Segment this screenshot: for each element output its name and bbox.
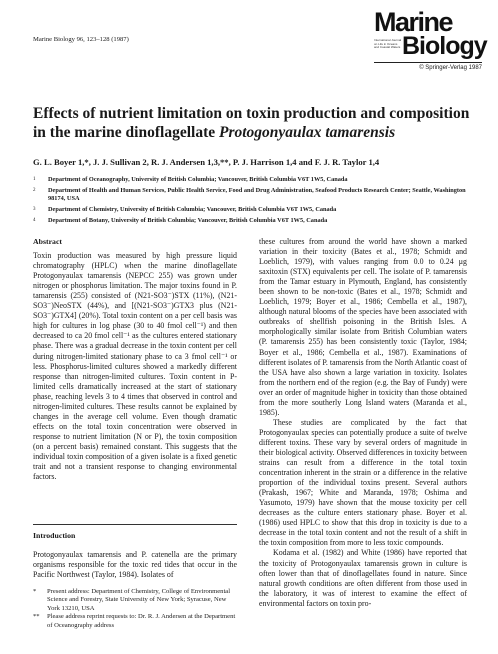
affiliation-text: Department of Health and Human Services, Public Health Service, Food and Drug Administration, Seafood Products Research Center; Seattle, Washington 98174, USA bbox=[48, 186, 466, 202]
abstract-text: Toxin production was measured by high pressure liquid chromatography (HPLC) when the marine dinoflagellate Protogonyaulax tamarensis (NEPCC 255) was grown under nitrogen or phosphorus limitation. The major toxins found in P. tamarensis (255) consisted of (N21-SO3⁻)STX (11%), (N21-SO3⁻)NeoSTX (44%), and [(N21-SO3⁻)GTX3 plus (N21-SO3⁻)GTX4] (20%). Total toxin content on a per cell basis was high for cultures in log phase (30 to 40 fmol cell⁻¹) and then decreased to ca 20 fmol cell⁻¹ as the cultures entered stationary phase. There was a gradual decrease in the toxin content per cell during nitrogen-limited stationary phase to ca 3 fmol cell⁻¹ or less. Phosphorus-limited cultures showed a markedly different response than nitrogen-limited cultures. Toxin content in P-limited cells dramatically increased at the start of stationary phase, reaching levels 3 to 4 times that observed in control and nitrogen-limited cultures. These results cannot be explained by changes in the average cell volume. Even though dramatic effects on the total toxin concentration were observed in response to nutrient limitation (N or P), the toxin composition (on a percent basis) remained constant. This suggests that the individual toxin composition of a given isolate is a fixed genetic trait and not a transient response to changing environmental factors. bbox=[33, 251, 237, 482]
abstract-section bbox=[33, 237, 237, 482]
footnote-mark: ** bbox=[33, 613, 40, 621]
footnotes bbox=[33, 588, 237, 630]
affiliation-item bbox=[33, 217, 473, 225]
logo-divider bbox=[374, 62, 482, 63]
journal-logo bbox=[374, 7, 487, 99]
affiliations bbox=[33, 176, 473, 227]
copyright-notice: © Springer-Verlag 1987 bbox=[419, 65, 482, 71]
footnote-text: Present address: Department of Chemistry, College of Environmental Science and Forestry, State University of New York; Syracuse, New York 13210, USA bbox=[47, 588, 231, 612]
right-column bbox=[259, 237, 467, 609]
introduction-heading: Introduction bbox=[33, 531, 76, 540]
logo-word-biology: Biology bbox=[402, 32, 487, 60]
title-species: Protogonyaulax tamarensis bbox=[219, 124, 396, 141]
section-divider bbox=[33, 524, 237, 525]
journal-reference: Marine Biology 96, 123–128 (1987) bbox=[33, 36, 129, 43]
footnote bbox=[33, 588, 237, 613]
paper-title bbox=[33, 104, 473, 142]
footnote-mark: * bbox=[33, 588, 37, 595]
logo-word-marine: Marine bbox=[374, 7, 453, 37]
affiliation-number: 2 bbox=[33, 187, 36, 193]
affiliation-item bbox=[33, 187, 473, 203]
footnote bbox=[33, 613, 237, 630]
affiliation-text: Department of Botany, University of British Columbia; Vancouver, British Columbia V6T 1W5, Canada bbox=[48, 216, 328, 224]
affiliation-item bbox=[33, 206, 473, 214]
footnote-text: Please address reprint requests to: Dr. R. J. Andersen at the Department of Oceanography address bbox=[47, 613, 236, 629]
affiliation-item bbox=[33, 176, 473, 184]
logo-subtitle: International Journal on Life in Oceans and Coastal Waters bbox=[374, 38, 402, 50]
author-list bbox=[33, 157, 473, 167]
introduction-text: Protogonyaulax tamarensis and P. catenella are the primary organisms responsible for the toxic red tides that occur in the Pacific Northwest (Taylor, 1984). Isolates of bbox=[33, 550, 237, 580]
body-paragraph: these cultures from around the world have shown a marked variation in their toxicity (Bates et al., 1978; Schmidt and Loeblich, 1979), with values ranging from 0.0 to 0.24 μg saxitoxin (STX) equivalents per cell. The isolate of P. tamarensis from the Tamar estuary in Plymouth, England, has consistently been shown to be non-toxic (Bates et al., 1978; Schmidt and Loeblich, 1979; Boyer et al., 1986; Cembella et al., 1987), although natural blooms of the species have been associated with outbreaks of shellfish poisoning in the British Isles. A morphologically similar isolate from British Columbian waters (P. tamarensis 255) has been consistently toxic (Taylor, 1984; Boyer et al., 1986; Cembella et al., 1987). Examinations of different isolates of P. tamarensis from the North Atlantic coast of the USA have also shown a large variation in toxicity. Isolates from the northern end of the region (e.g. the Bay of Fundy) were over an order of magnitude higher in toxicity than those obtained from the more southerly Long Island waters (Maranda et al., 1985). bbox=[259, 237, 467, 417]
affiliation-text: Department of Oceanography, University of British Columbia; Vancouver, British Columbia V6T 1W5, Canada bbox=[48, 176, 348, 183]
title-main: Effects of nutrient limitation on toxin production and composition in the marine dinoflagellate bbox=[33, 105, 470, 141]
author-names: G. L. Boyer 1,*, J. J. Sullivan 2, R. J. Andersen 1,3,**, P. J. Harrison 1,4 and F. J. R. Taylor 1,4 bbox=[33, 157, 380, 167]
affiliation-number: 3 bbox=[33, 206, 36, 212]
affiliation-text: Department of Chemistry, University of British Columbia; Vancouver, British Columbia V6T 1W5, Canada bbox=[48, 205, 337, 213]
body-paragraph: These studies are complicated by the fact that Protogonyaulax species can potentially produce a suite of twelve different toxins. These vary by several orders of magnitude in their biological activity. Observed differences in toxicity between strains can result from a difference in the total toxin concentration inherent in the strain or a difference in the relative proportion of the individual toxins present. Several authors (Prakash, 1967; White and Maranda, 1978; Oshima and Yasumoto, 1979) have shown that the mouse toxicity per cell decreases as the culture enters stationary phase. Boyer et al. (1986) used HPLC to show that this drop in toxicity is due to a decrease in the total toxin content and not the result of a shift in the toxin composition from more to less toxic compounds. bbox=[259, 417, 467, 548]
affiliation-number: 1 bbox=[33, 177, 36, 182]
abstract-heading: Abstract bbox=[33, 237, 63, 246]
affiliation-number: 4 bbox=[33, 217, 36, 223]
body-paragraph: Kodama et al. (1982) and White (1986) have reported that the toxicity of Protogonyaulax tamarensis grown in culture is often lower than that of dinoflagellates found in nature. Since natural growth conditions are often different from those used in the laboratory, it was of interest to examine the effect of environmental factors on toxin pro- bbox=[259, 548, 467, 608]
